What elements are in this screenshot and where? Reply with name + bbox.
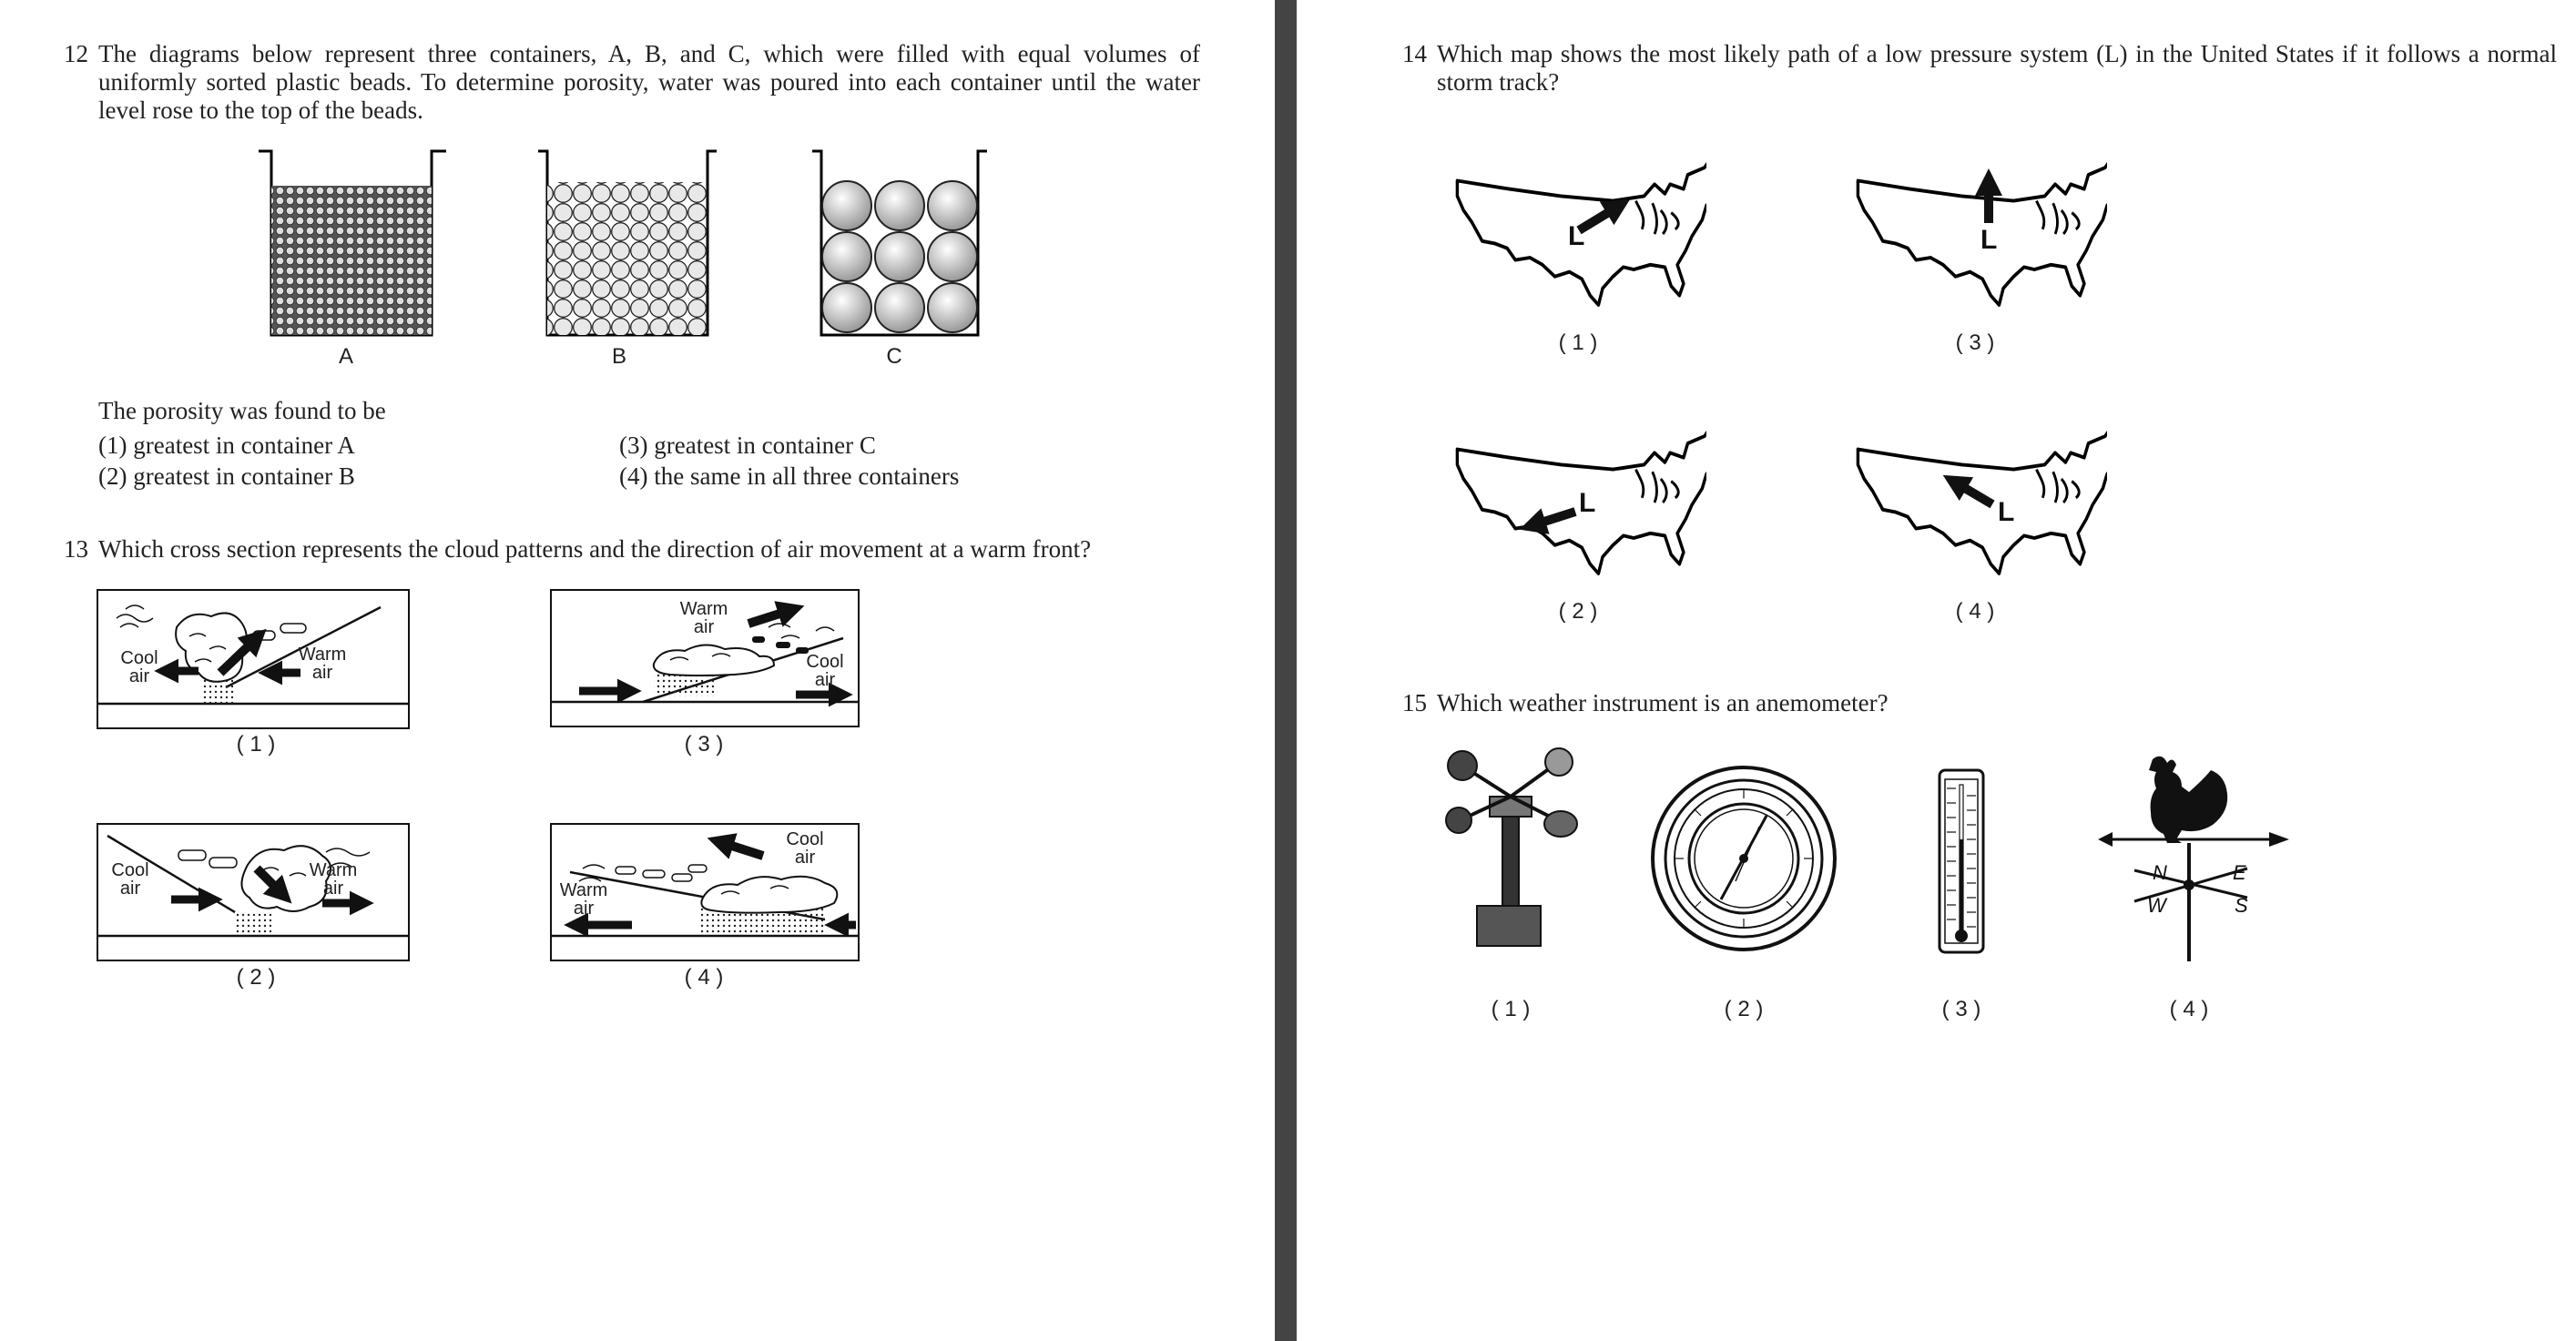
instrument-4[interactable] [2098,752,2289,967]
map-1-low-symbol: L [1568,221,1585,251]
instrument-3-label: ( 3 ) [1941,997,1981,1021]
instrument-2[interactable] [1648,763,1839,954]
left-page [0,0,1275,1341]
vane-letter-w: W [2147,894,2166,917]
q13-text: Which cross section represents the cloud patterns and the direction of air movement at a warm front? [98,535,1092,563]
map-2-drawing [1442,391,1706,596]
map-2[interactable] [1442,391,1706,596]
container-c-label: C [886,344,902,369]
cross-section-4-cool-label: Cool air [786,829,824,868]
barometer-icon [1648,763,1839,954]
cross-section-4[interactable] [550,823,860,961]
instrument-1[interactable] [1431,742,1595,960]
map-4[interactable] [1843,391,2107,596]
q12-choice-3[interactable]: (3) greatest in container C [619,432,876,459]
cross-section-1-warm-label: Warm air [298,645,347,683]
container-a [255,146,455,341]
vane-letter-s: S [2235,894,2248,917]
cross-section-3-warm-label: Warm air [679,599,728,637]
map-3-low-symbol: L [1980,225,1998,255]
q13-number: 13 [64,535,88,563]
instrument-3[interactable] [1934,767,1989,958]
cross-section-1-label: ( 1 ) [236,732,276,757]
cross-section-4-warm-label: Warm air [559,880,608,919]
q14-text-line2: storm track? [1437,68,1560,96]
map-1-drawing [1442,123,1706,328]
map-3[interactable] [1843,123,2107,328]
cross-section-1[interactable] [97,589,410,729]
instrument-4-label: ( 4 ) [2169,997,2209,1021]
q12-choice-4[interactable]: (4) the same in all three containers [619,462,960,490]
anemometer-icon [1431,742,1595,960]
weather-vane-icon [2098,752,2289,967]
q14-number: 14 [1402,40,1427,67]
map-4-label: ( 4 ) [1955,599,1995,624]
vane-letter-e: E [2233,861,2246,884]
cross-section-3-cool-label: Cool air [806,652,844,690]
q12-text-line3: level rose to the top of the beads. [98,97,423,124]
q15-number: 15 [1402,689,1427,716]
q12-choice-1[interactable]: (1) greatest in container A [98,432,355,459]
q15-text: Which weather instrument is an anemometer? [1437,689,1889,716]
q12-text-line2: uniformly sorted plastic beads. To determine porosity, water was poured into each container until the water [98,68,1200,96]
cross-section-2-cool-label: Cool air [111,860,149,899]
container-b [535,146,721,341]
map-2-low-symbol: L [1579,488,1596,518]
q12-choice-2[interactable]: (2) greatest in container B [98,462,355,490]
cross-section-2[interactable] [97,823,410,961]
q12-text-line1: The diagrams below represent three containers, A, B, and C, which were filled with equal volumes of [98,40,1200,67]
instrument-2-label: ( 2 ) [1724,997,1764,1021]
map-3-label: ( 3 ) [1955,330,1995,355]
container-a-label: A [338,344,353,369]
cross-section-1-cool-label: Cool air [120,648,158,686]
q12-number: 12 [64,40,88,67]
cross-section-2-warm-label: Warm air [309,860,358,899]
right-page [1297,0,2576,1341]
instrument-1-label: ( 1 ) [1491,997,1531,1021]
map-4-low-symbol: L [1998,497,2015,527]
thermometer-icon [1934,767,1989,958]
q12-stem: The porosity was found to be [98,397,386,424]
container-b-label: B [611,344,626,369]
map-4-drawing [1843,391,2107,596]
cross-section-2-label: ( 2 ) [236,965,276,990]
q14-text-line1: Which map shows the most likely path of a low pressure system (L) in the United States if it follows a normal [1437,40,2557,67]
map-1-label: ( 1 ) [1558,330,1598,355]
container-c [809,146,995,341]
map-3-drawing [1843,123,2107,328]
cross-section-3-label: ( 3 ) [684,732,724,757]
cross-section-4-label: ( 4 ) [684,965,724,990]
page-divider [1275,0,1297,1341]
map-1[interactable] [1442,123,1706,328]
vane-letter-n: N [2153,861,2167,884]
map-2-label: ( 2 ) [1558,599,1598,624]
cross-section-3[interactable] [550,589,860,727]
